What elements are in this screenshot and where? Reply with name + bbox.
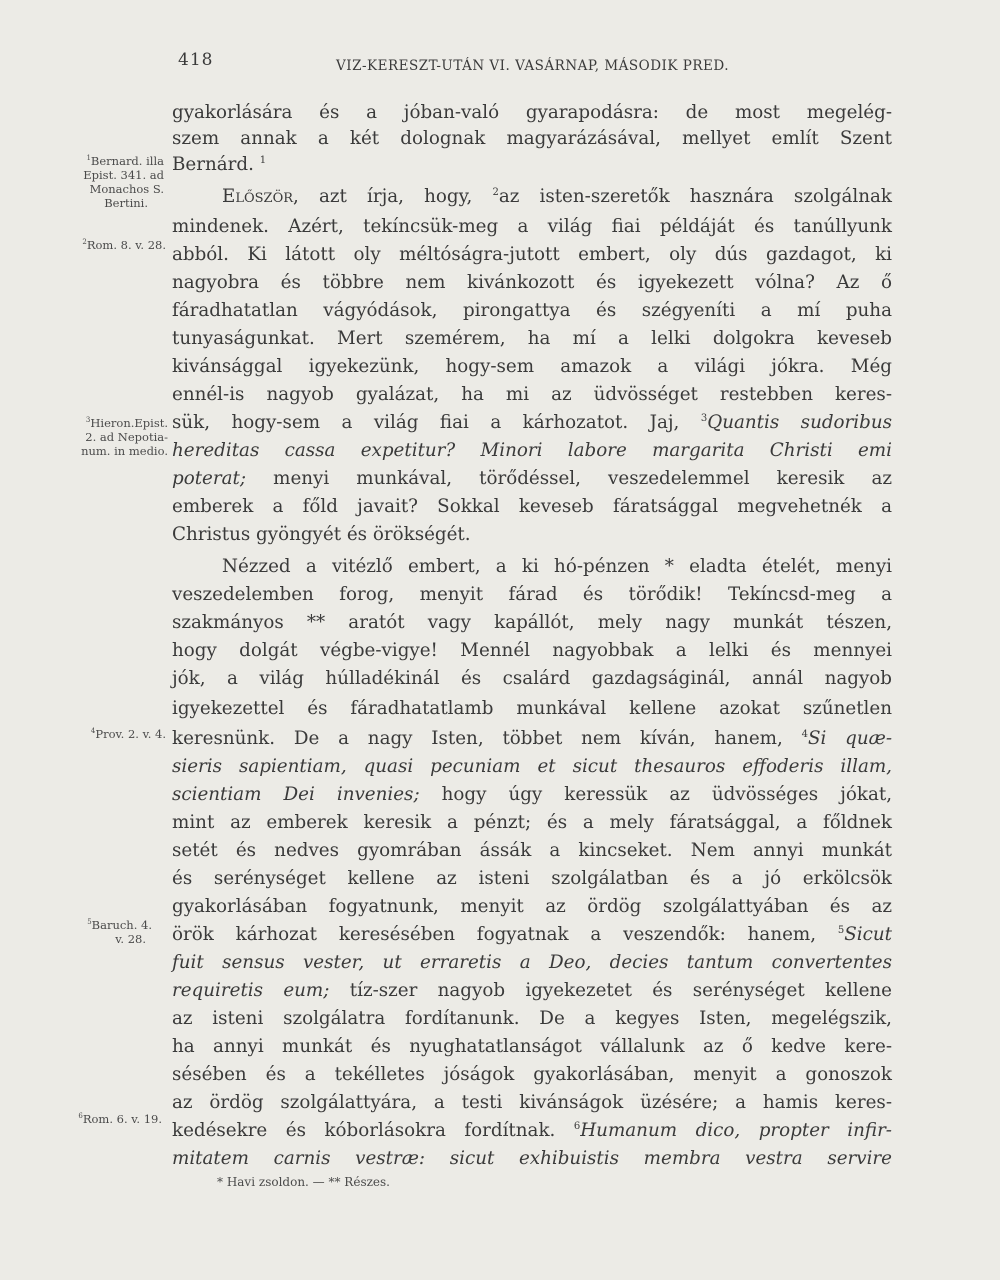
text-line: emberek a főld javait? Sokkal keveseb fáratsággal megvehetnék a (172, 496, 892, 517)
text-line: kivánsággal igyekezünk, hogy-sem amazok a világi jókra. Még (172, 356, 892, 377)
text-line: mitatem carnis vestræ: sicut exhibuistis membra vestra servire (172, 1148, 892, 1169)
text-line: Christus gyöngyét és örökségét. (172, 524, 471, 545)
text-line: veszedelemben forog, menyit fárad és törődik! Tekíncsd-meg a (172, 584, 892, 605)
text-line: hereditas cassa expetitur? Minori labore margarita Christi emi (172, 440, 892, 461)
text-line: szakmányos ** aratót vagy kapállót, mely nagy munkát tészen, (172, 612, 892, 633)
text-line: setét és nedves gyomrában ássák a kincseket. Nem annyi munkát (172, 840, 892, 861)
text-line: hogy dolgát végbe-vigye! Mennél nagyobbak a lelki és mennyei (172, 640, 892, 661)
text-line: gyakorlásában fogyatnunk, menyit az ördög szolgálattyában és az (172, 896, 892, 917)
text-line: scientiam Dei invenies; hogy úgy keressük az üdvösséges jókat, (172, 784, 893, 805)
text-line: igyekezettel és fáradhatatlamb munkával kellene azokat szűnetlen (172, 698, 892, 719)
text-line: abból. Ki látott oly méltóságra-jutott embert, oly dús gazdagot, ki (172, 244, 892, 265)
text-line: ennél-is nagyob gyalázat, ha mi az üdvösséget restebben keres- (172, 384, 892, 405)
text-line: szem annak a két dolognak magyarázásával, mellyet említ Szent (172, 128, 892, 149)
text-line: nagyobra és többre nem kivánkozott és igyekezett vólna? Az ő (172, 272, 892, 293)
text-line: Először, azt írja, hogy, $^2$az isten-szeretők hasznára szolgálnak (222, 186, 892, 207)
margin-note-3: $^3$Hieron.Epist. 2. ad Nepotia- num. in medio. (81, 416, 168, 458)
text-line: Nézzed a vitézlő embert, a ki hó-pénzen * eladta ételét, menyi (222, 556, 892, 577)
text-line: requiretis eum; tíz-szer nagyob igyekezetet és serénységet kellene (172, 980, 892, 1001)
text-line: mindenek. Azért, tekíncsük-meg a világ fiai példáját és tanúllyunk (172, 216, 892, 237)
margin-note-4: $^4$Prov. 2. v. 4. (90, 727, 166, 741)
text-line: tunyaságunkat. Mert szemérem, ha mí a lelki dolgokra keveseb (172, 328, 892, 349)
text-line: jók, a világ húlladékinál és csalárd gazdagságinál, annál nagyob (172, 668, 892, 689)
text-line: az ördög szolgálattyára, a testi kivánságok üzésére; a hamis keres- (172, 1092, 892, 1113)
text-line: keresnünk. De a nagy Isten, többet nem kíván, hanem, $^4$Si quæ- (172, 728, 892, 749)
text-line: Bernárd. $^1$ (172, 154, 267, 175)
text-line: kedésekre és kóborlásokra fordítnak. $^6$Humanum dico, propter infir- (172, 1120, 892, 1141)
text-line: sük, hogy-sem a világ fiai a kárhozatot. Jaj, $^3$Quantis sudoribus (172, 412, 892, 433)
page-number: 418 (178, 50, 214, 70)
margin-note-5: $^5$Baruch. 4. v. 28. (87, 918, 152, 946)
text-line: poterat; menyi munkával, törődéssel, veszedelemmel keresik az (172, 468, 892, 489)
running-title: VIZ-KERESZT-UTÁN VI. VASÁRNAP, MÁSODIK PRED. (336, 58, 729, 74)
footnotes: * Havi zsoldon. — ** Részes. (217, 1175, 390, 1189)
text-line: az isteni szolgálatra fordítanunk. De a kegyes Isten, megelégszik, (172, 1008, 892, 1029)
text-line: sieris sapientiam, quasi pecuniam et sicut thesauros effoderis illam, (172, 756, 892, 777)
text-line: mint az emberek keresik a pénzt; és a mely fáratsággal, a főldnek (172, 812, 892, 833)
text-line: és serénységet kellene az isteni szolgálatban és a jó erkölcsök (172, 868, 892, 889)
margin-note-1: $^1$Bernard. illa Epist. 341. ad Monachos S. Bertini. (83, 154, 164, 210)
page-header (0, 50, 1000, 78)
text-line: fáradhatatlan vágyódások, pirongattya és szégyeníti a mí puha (172, 300, 892, 321)
margin-note-2: $^2$Rom. 8. v. 28. (82, 238, 166, 252)
text-line: örök kárhozat keresésében fogyatnak a veszendők: hanem, $^5$Sicut (172, 924, 893, 945)
margin-note-6: $^6$Rom. 6. v. 19. (78, 1112, 162, 1126)
text-line: gyakorlására és a jóban-való gyarapodásra: de most megelég- (172, 102, 892, 123)
text-line: sésében és a tekélletes jóságok gyakorlásában, menyit a gonoszok (172, 1064, 892, 1085)
text-line: ha annyi munkát és nyughatatlanságot vállalunk az ő kedve kere- (172, 1036, 892, 1057)
text-line: fuit sensus vester, ut erraretis a Deo, decies tantum convertentes (172, 952, 892, 973)
